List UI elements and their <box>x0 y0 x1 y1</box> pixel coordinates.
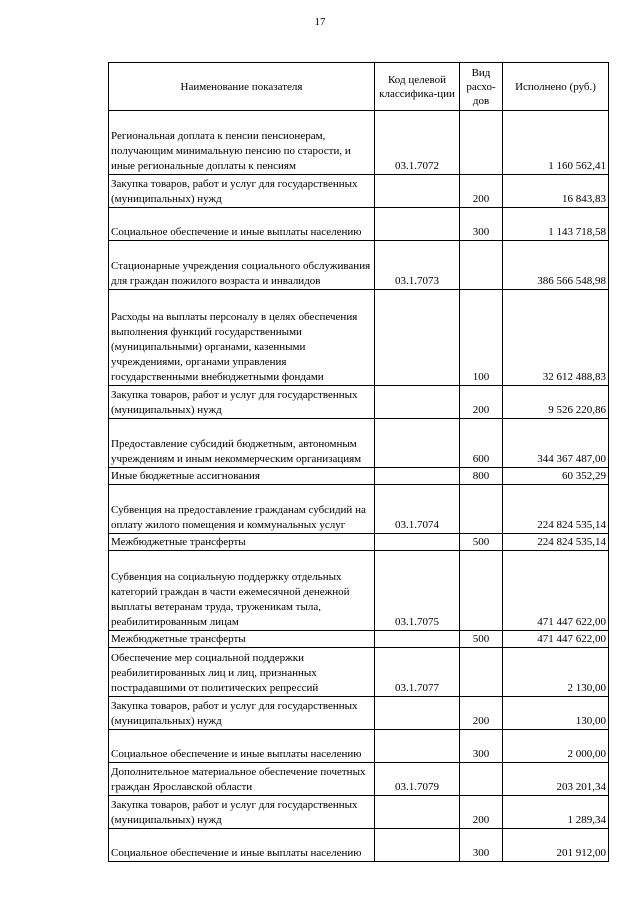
row-amount: 2 130,00 <box>503 648 609 697</box>
table-row <box>109 485 609 534</box>
row-amount: 9 526 220,86 <box>503 386 609 419</box>
row-name: Социальное обеспечение и иные выплаты населению <box>109 730 375 763</box>
table-row <box>109 697 609 730</box>
header-name: Наименование показателя <box>109 63 375 111</box>
row-kind: 100 <box>460 290 503 386</box>
row-name: Социальное обеспечение и иные выплаты населению <box>109 829 375 862</box>
row-kind: 300 <box>460 829 503 862</box>
row-kind: 500 <box>460 534 503 551</box>
row-amount: 1 160 562,41 <box>503 111 609 175</box>
page-number: 17 <box>314 16 326 28</box>
row-amount: 1 143 718,58 <box>503 208 609 241</box>
row-amount: 32 612 488,83 <box>503 290 609 386</box>
table-row <box>109 796 609 829</box>
row-name: Расходы на выплаты персоналу в целях обеспечения выполнения функций государственными (муниципальными) органами, казенными учреждениями, органами управления государственными внебюджетными фондами <box>109 290 375 386</box>
row-amount: 2 000,00 <box>503 730 609 763</box>
row-amount: 471 447 622,00 <box>503 551 609 631</box>
row-kind: 600 <box>460 419 503 468</box>
table-row <box>109 386 609 419</box>
row-code <box>375 730 460 763</box>
row-amount: 386 566 548,98 <box>503 241 609 290</box>
row-code <box>375 419 460 468</box>
table-row <box>109 730 609 763</box>
row-kind: 300 <box>460 730 503 763</box>
row-kind <box>460 648 503 697</box>
row-kind: 200 <box>460 697 503 730</box>
row-code <box>375 631 460 648</box>
table-row <box>109 631 609 648</box>
row-amount: 203 201,34 <box>503 763 609 796</box>
budget-table <box>108 62 609 862</box>
row-code <box>375 175 460 208</box>
row-name: Дополнительное материальное обеспечение почетных граждан Ярославской области <box>109 763 375 796</box>
row-name: Субвенция на социальную поддержку отдельных категорий граждан в части ежемесячной денежной выплаты ветеранам труда, труженикам тыла, реабилитированным лицам <box>109 551 375 631</box>
row-amount: 130,00 <box>503 697 609 730</box>
table-row <box>109 175 609 208</box>
table-body <box>109 111 609 862</box>
row-code: 03.1.7079 <box>375 763 460 796</box>
row-amount: 344 367 487,00 <box>503 419 609 468</box>
row-code <box>375 796 460 829</box>
table-row <box>109 468 609 485</box>
header-amount: Исполнено (руб.) <box>503 63 609 111</box>
table-row <box>109 241 609 290</box>
table-row <box>109 208 609 241</box>
row-name: Закупка товаров, работ и услуг для государственных (муниципальных) нужд <box>109 697 375 730</box>
row-name: Региональная доплата к пенсии пенсионерам, получающим минимальную пенсию по старости, и иные региональные доплаты к пенсиям <box>109 111 375 175</box>
table-row <box>109 111 609 175</box>
row-amount: 201 912,00 <box>503 829 609 862</box>
table-row <box>109 534 609 551</box>
row-kind: 200 <box>460 796 503 829</box>
row-code: 03.1.7077 <box>375 648 460 697</box>
row-code: 03.1.7073 <box>375 241 460 290</box>
row-kind <box>460 241 503 290</box>
row-code <box>375 208 460 241</box>
table-row <box>109 829 609 862</box>
row-name: Предоставление субсидий бюджетным, автономным учреждениям и иным некоммерческим организациям <box>109 419 375 468</box>
row-name: Иные бюджетные ассигнования <box>109 468 375 485</box>
row-kind <box>460 551 503 631</box>
row-kind: 500 <box>460 631 503 648</box>
row-code: 03.1.7072 <box>375 111 460 175</box>
row-code <box>375 468 460 485</box>
row-kind: 300 <box>460 208 503 241</box>
row-name: Субвенция на предоставление гражданам субсидий на оплату жилого помещения и коммунальных услуг <box>109 485 375 534</box>
row-amount: 1 289,34 <box>503 796 609 829</box>
row-code: 03.1.7075 <box>375 551 460 631</box>
row-name: Стационарные учреждения социального обслуживания для граждан пожилого возраста и инвалидов <box>109 241 375 290</box>
row-code <box>375 829 460 862</box>
table-row <box>109 648 609 697</box>
row-kind <box>460 763 503 796</box>
row-name: Закупка товаров, работ и услуг для государственных (муниципальных) нужд <box>109 386 375 419</box>
row-amount: 224 824 535,14 <box>503 485 609 534</box>
row-amount: 224 824 535,14 <box>503 534 609 551</box>
header-kind: Вид расхо-дов <box>460 63 503 111</box>
row-kind <box>460 485 503 534</box>
row-kind <box>460 111 503 175</box>
row-code <box>375 534 460 551</box>
row-kind: 200 <box>460 175 503 208</box>
table-row <box>109 551 609 631</box>
table-row <box>109 419 609 468</box>
row-name: Социальное обеспечение и иные выплаты населению <box>109 208 375 241</box>
row-code <box>375 290 460 386</box>
row-amount: 16 843,83 <box>503 175 609 208</box>
row-code: 03.1.7074 <box>375 485 460 534</box>
row-kind: 800 <box>460 468 503 485</box>
row-amount: 471 447 622,00 <box>503 631 609 648</box>
row-kind: 200 <box>460 386 503 419</box>
row-code <box>375 697 460 730</box>
table-header-row <box>109 63 609 111</box>
row-name: Обеспечение мер социальной поддержки реабилитированных лиц и лиц, признанных пострадавшими от политических репрессий <box>109 648 375 697</box>
row-name: Межбюджетные трансферты <box>109 534 375 551</box>
row-amount: 60 352,29 <box>503 468 609 485</box>
row-name: Межбюджетные трансферты <box>109 631 375 648</box>
header-code: Код целевой классифика-ции <box>375 63 460 111</box>
row-name: Закупка товаров, работ и услуг для государственных (муниципальных) нужд <box>109 175 375 208</box>
row-name: Закупка товаров, работ и услуг для государственных (муниципальных) нужд <box>109 796 375 829</box>
table-row <box>109 763 609 796</box>
table-row <box>109 290 609 386</box>
row-code <box>375 386 460 419</box>
